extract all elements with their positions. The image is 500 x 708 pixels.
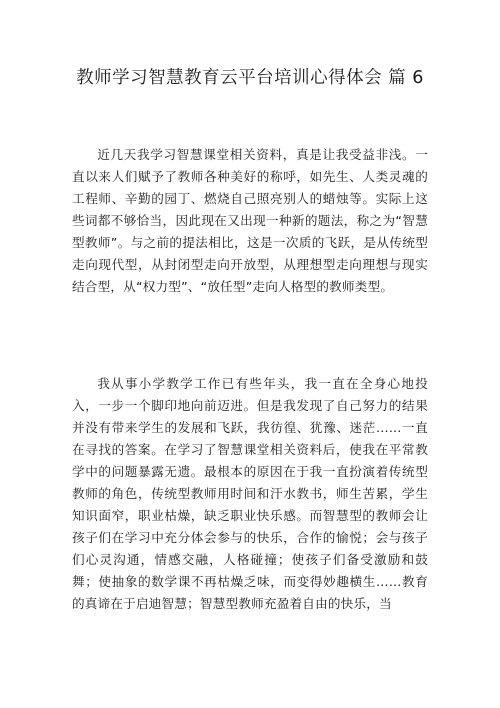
paragraph-1: 近几天我学习智慧课堂相关资料，真是让我受益非浅。一直以来人们赋予了教师各种美好的称呼，如先生、人类灵魂的工程师、辛勤的园丁、燃烧自己照亮别人的蜡烛等。实际上这些词都不够恰当，因此现在又出现一种新的题法，称之为“智慧型教师”。与之前的提法相比，这是一次质的飞跃，是从传统型走向现代型，从封闭型走向开放型，从理想型走向理想与现实结合型，从“权力型”、“放任型”走向人格型的教师类型。 [72, 147, 428, 294]
document-title: 教师学习智慧教育云平台培训心得体会 篇 6 [76, 68, 424, 88]
paragraph-2: 我从事小学教学工作已有些年头，我一直在全身心地投入，一步一个脚印地向前迈进。但是我发现了自己努力的结果并没有带来学生的发展和飞跃，我彷徨、犹豫、迷茫……一直在寻找的答案。在学习了智慧课堂相关资料后，使我在平常教学中的问题暴露无遗。最根本的原因在于我一直扮演着传统型教师的角色，传统型教师用时间和汗水教书，师生苦累，学生知识面窄，职业枯燥，缺乏职业快乐感。而智慧型的教师会让孩子们在学习中充分体会参与的快乐，合作的愉悦；会与孩子们心灵沟通，情感交融，人格碰撞；使孩子们备受激励和鼓舞；使抽象的数学课不再枯燥乏味，而变得妙趣横生……教育的真谛在于启迪智慧；智慧型教师充盈着自由的快乐，当 [72, 376, 428, 611]
